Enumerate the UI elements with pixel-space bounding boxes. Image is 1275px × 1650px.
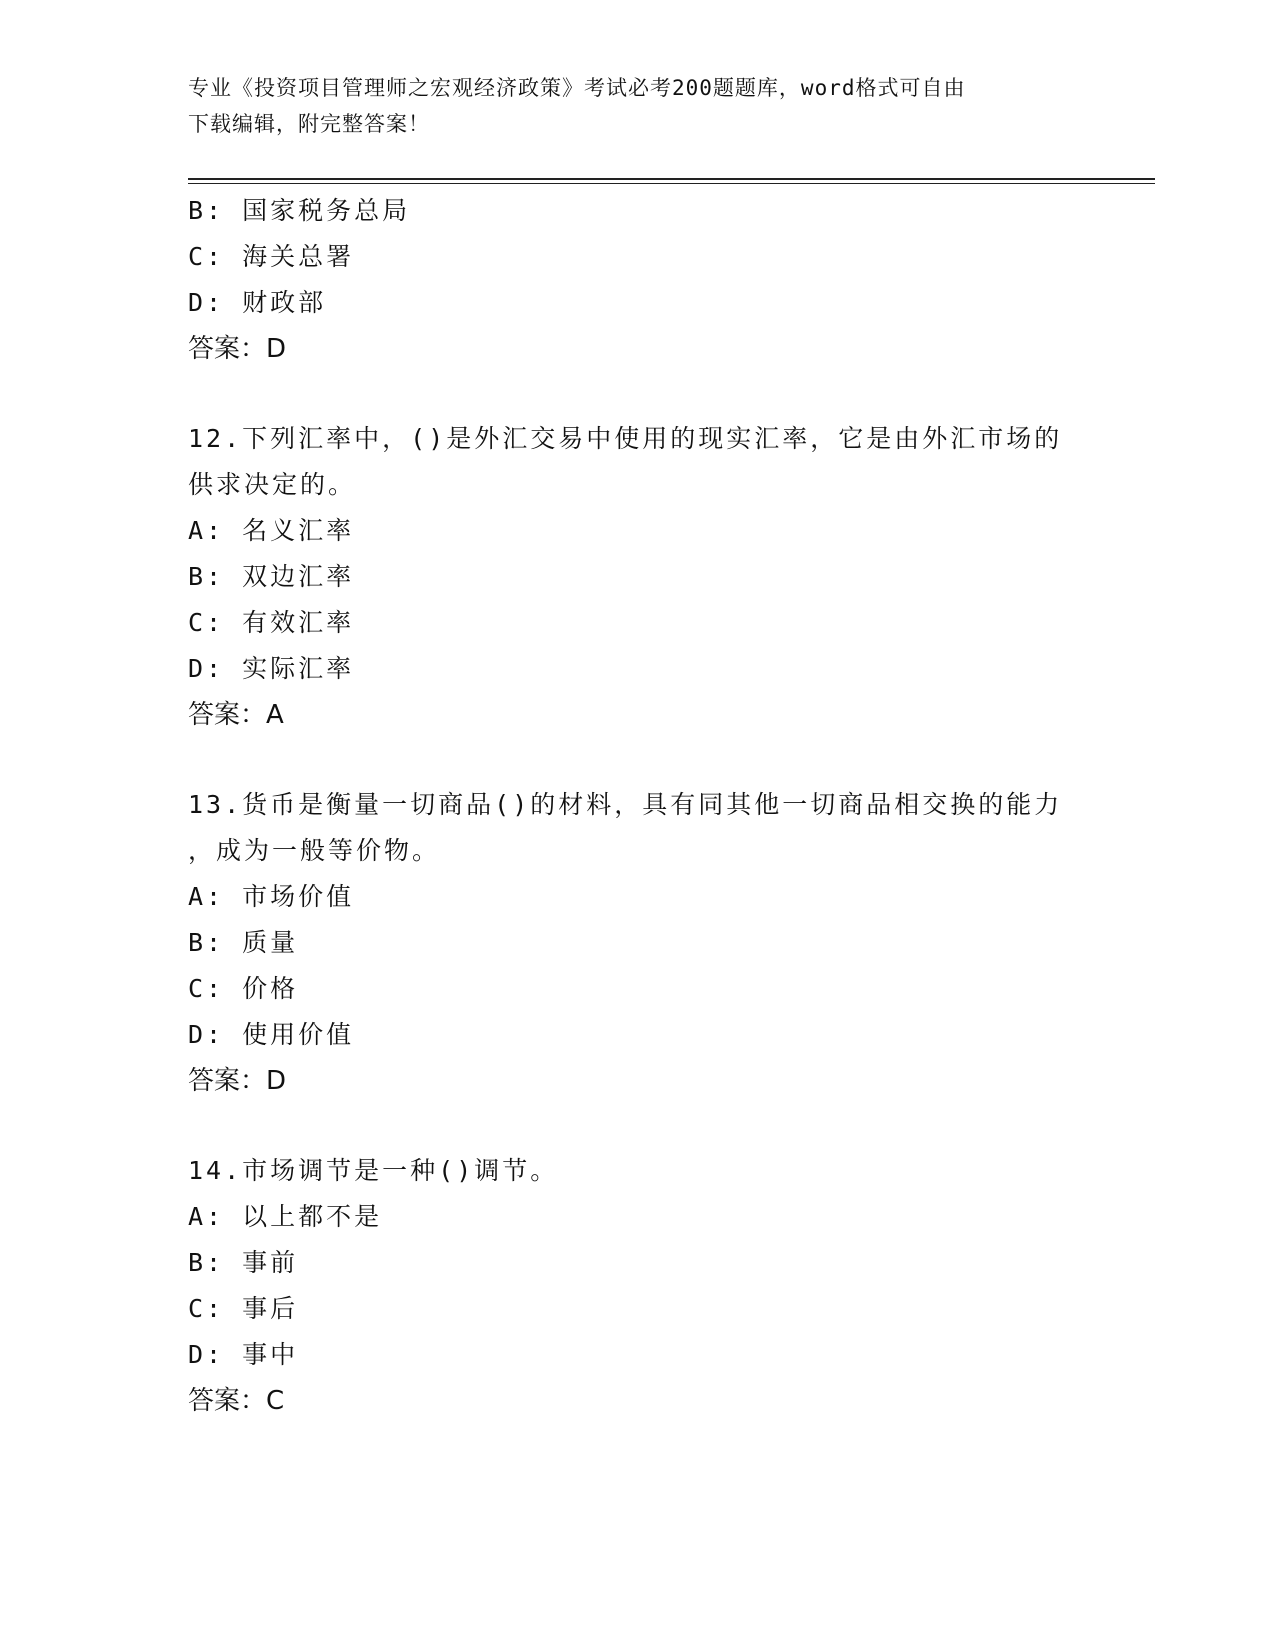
question-stem-line: 供求决定的。 [188, 470, 357, 499]
option-d: D: 实际汇率 [188, 654, 355, 683]
question-spacer [188, 1104, 1188, 1148]
option-d: D: 使用价值 [188, 1020, 355, 1049]
question-spacer [188, 372, 1188, 416]
option-b: B: 质量 [188, 928, 299, 957]
answer-line: 答案：D [188, 1066, 287, 1096]
option-b: B: 国家税务总局 [188, 196, 411, 225]
question-14 [188, 1148, 1188, 1424]
document-header [188, 70, 1088, 142]
option-c: C: 价格 [188, 974, 299, 1003]
question-stem-line: ，成为一般等价物。 [188, 836, 441, 865]
option-d: D: 事中 [188, 1340, 299, 1369]
answer-line: 答案：A [188, 700, 284, 730]
header-divider-thick [188, 178, 1155, 180]
option-a: A: 名义汇率 [188, 516, 355, 545]
answer-line: 答案：D [188, 334, 287, 364]
answer-line: 答案：C [188, 1386, 285, 1416]
question-spacer [188, 738, 1188, 782]
option-b: B: 双边汇率 [188, 562, 355, 591]
option-b: B: 事前 [188, 1248, 299, 1277]
option-c: C: 有效汇率 [188, 608, 355, 637]
option-a: A: 市场价值 [188, 882, 355, 911]
question-13 [188, 782, 1188, 1104]
question-12 [188, 416, 1188, 738]
header-divider-thin [188, 183, 1155, 184]
question-list [188, 188, 1188, 1424]
option-d: D: 财政部 [188, 288, 327, 317]
question-stem-line: 13.货币是衡量一切商品()的材料，具有同其他一切商品相交换的能力 [188, 790, 1063, 819]
header-line-2: 下载编辑，附完整答案！ [188, 112, 430, 136]
question-stem-line: 12.下列汇率中，()是外汇交易中使用的现实汇率，它是由外汇市场的 [188, 424, 1063, 453]
option-c: C: 事后 [188, 1294, 299, 1323]
option-a: A: 以上都不是 [188, 1202, 383, 1231]
question-stem-line: 14.市场调节是一种()调节。 [188, 1156, 559, 1185]
question-11-partial [188, 188, 1188, 372]
option-c: C: 海关总署 [188, 242, 355, 271]
header-line-1: 专业《投资项目管理师之宏观经济政策》考试必考200题题库，word格式可自由 [188, 76, 966, 100]
